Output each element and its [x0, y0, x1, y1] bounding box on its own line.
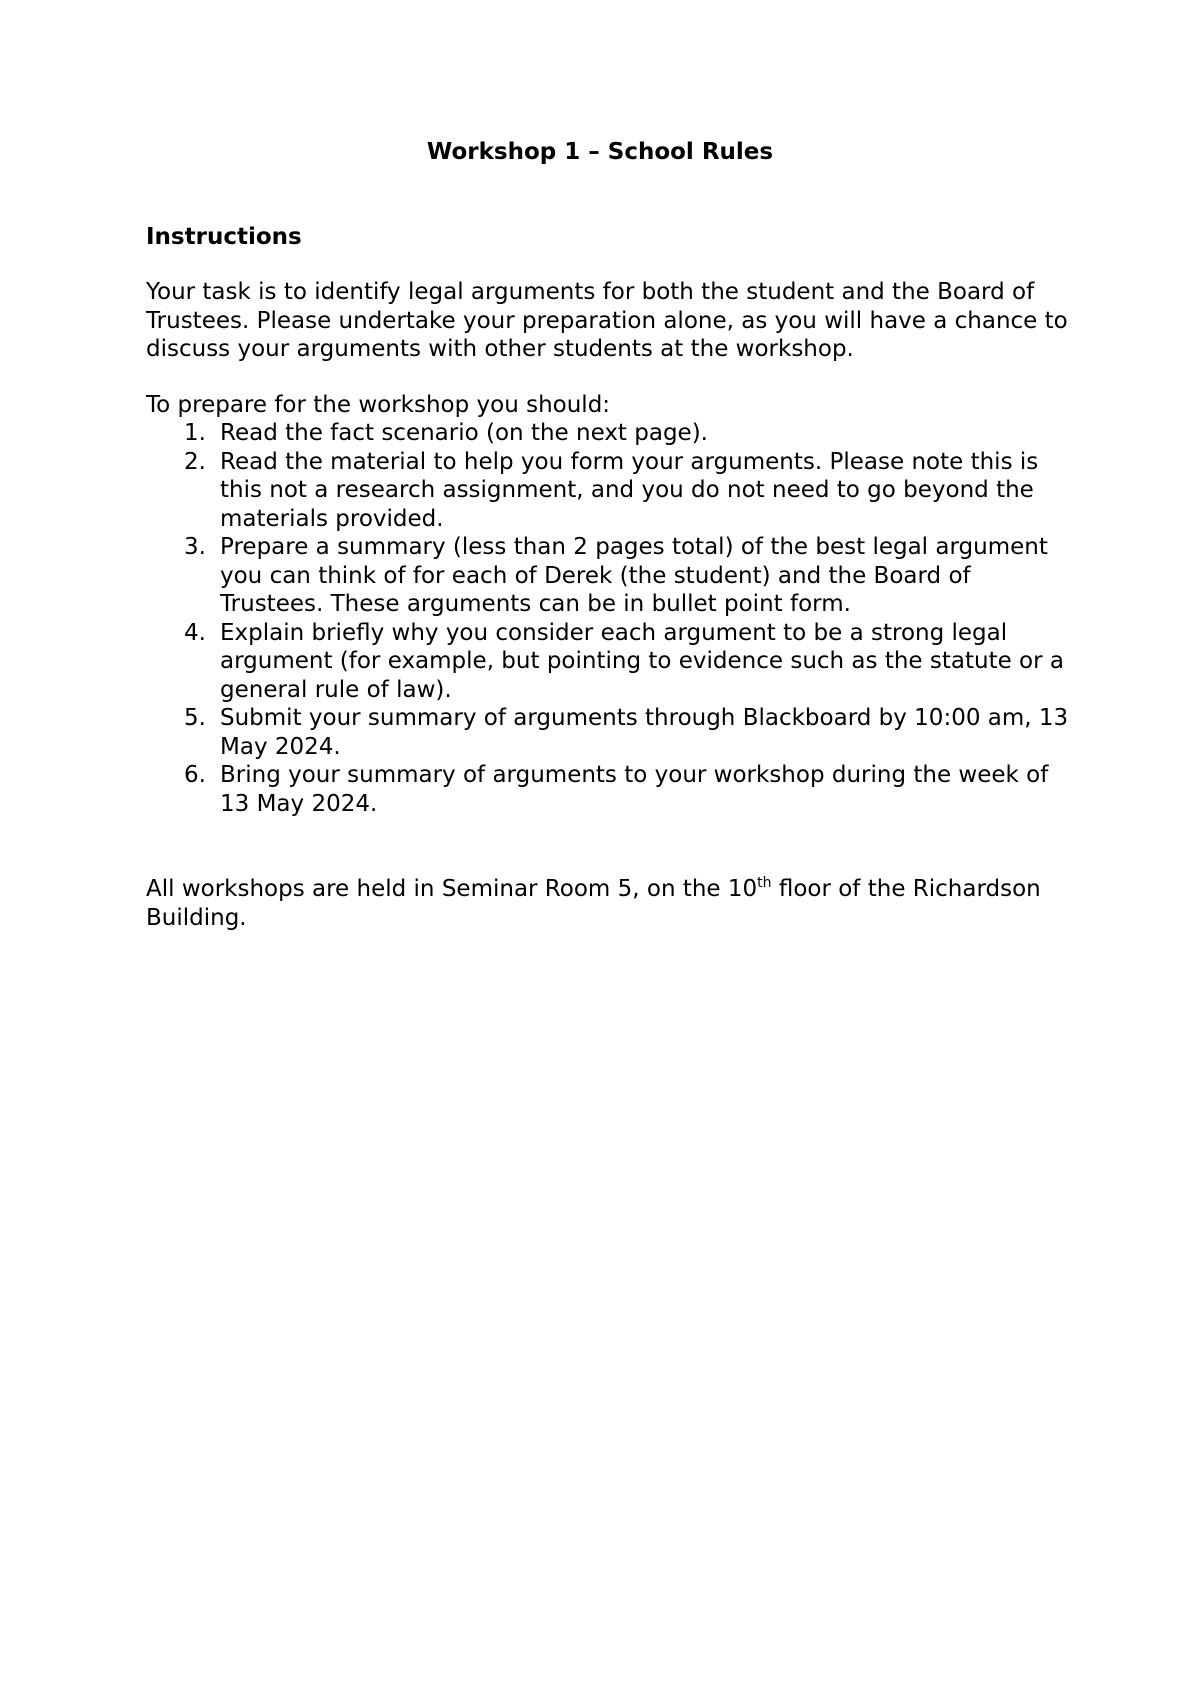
list-item-number: 2.	[184, 448, 206, 475]
list-item-number: 3.	[184, 534, 206, 560]
closing-text-after: floor of the Richardson Building.	[146, 876, 1041, 931]
list-item-text: Bring your summary of arguments to your workshop during the week of 13 May 2024.	[220, 762, 1049, 817]
list-item-text: Prepare a summary (less than 2 pages total) of the best legal argument you can think of for each of Derek (the student) and the Board of Trustees. These arguments can be in bullet point form.	[220, 534, 1048, 617]
list-item-number: 1.	[184, 420, 206, 446]
page-title: Workshop 1 – School Rules	[426, 139, 774, 165]
list-item	[146, 619, 1076, 705]
closing-paragraph	[146, 875, 1076, 932]
preparation-steps-list	[146, 419, 1076, 818]
list-item-text: Read the material to help you form your arguments. Please note this is this not a research assignment, and you do not need to go beyond the materials provided.	[220, 448, 1039, 532]
ordinal-superscript: th	[757, 875, 772, 891]
section-heading-instructions: Instructions	[146, 223, 302, 250]
list-item-number: 6.	[184, 762, 206, 788]
intro-paragraph: Your task is to identify legal arguments for both the student and the Board of Trustees. Please undertake your preparation alone, as you will have a chance to discuss your arguments with other students at the workshop.	[146, 279, 1068, 362]
list-item	[146, 448, 1076, 534]
list-item	[146, 704, 1076, 761]
list-item-number: 5.	[184, 705, 206, 731]
list-item	[146, 419, 1076, 448]
list-item	[146, 761, 1076, 818]
prepare-lead-text: To prepare for the workshop you should:	[146, 391, 611, 418]
list-item-text: Read the fact scenario (on the next page).	[220, 420, 708, 446]
list-item-number: 4.	[184, 619, 206, 646]
document-body	[146, 138, 1076, 932]
list-item-text: Explain briefly why you consider each argument to be a strong legal argument (for example, but pointing to evidence such as the statute or a general rule of law).	[220, 619, 1064, 703]
closing-text-before: All workshops are held in Seminar Room 5, on the 10	[146, 876, 758, 902]
list-item-text: Submit your summary of arguments through Blackboard by 10:00 am, 13 May 2024.	[220, 705, 1069, 760]
list-item	[146, 533, 1076, 619]
